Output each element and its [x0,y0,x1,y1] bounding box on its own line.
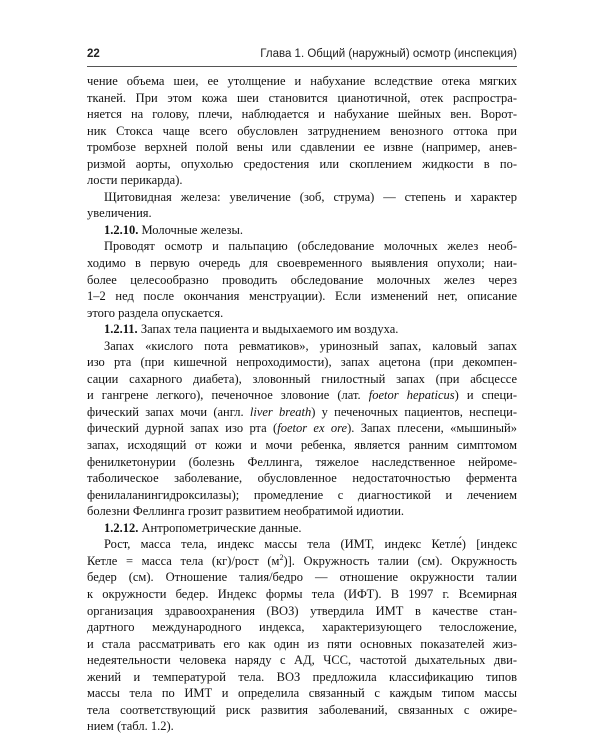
text-line: ник Стокса чаще всего обусловлен затруднением венозного оттока при [87,123,517,138]
text-line: увеличения. [87,206,152,221]
page-header [87,44,517,67]
section-heading [87,520,517,537]
text-line: тела соответствующий риск развития заболеваний, связанных с ожире- [87,702,517,717]
running-head: Глава 1. Общий (наружный) осмотр (инспекция) [260,48,517,60]
section-heading [87,321,517,338]
text-line: болезни Феллинга грозит развитием необратимой идиотии. [87,504,405,519]
text-line: нием (табл. 1.2). [87,719,174,734]
text-line: 1–2 нед после окончания менструации). Если изменений нет, описание [87,289,517,304]
text-line: недеятельности человека наряду с АД, ЧСС, частотой дыхательных дви- [87,653,517,668]
text-line: тромбозе верхней полой вены или сдавлении ее извне (например, анев- [87,140,517,155]
section-number: 1.2.10. [104,222,139,237]
section-number: 1.2.12. [104,520,139,535]
text-line: фенилкетонурии (болезнь Феллинга, тяжелое наследственное нейроме- [87,454,517,469]
latin-term: foetor hepaticus [368,388,455,403]
text-line: тканей. При этом кожа шеи становится цианотичной, отек распростра- [87,90,517,105]
text-line: дартного международного индекса, характеризующего телосложение, [87,620,517,635]
text-line: организация здравоохранения (ВОЗ) утвердила ИМТ в качестве стан- [87,603,517,618]
text-line: и стала рассматривать его как один из пяти основных показателей жиз- [87,636,517,651]
text-line: фический дурной запах изо рта (foetor ex ore). Запах плесени, «мышиный» [87,421,517,436]
text-line: ризмой аорты, опухолью средостения или скоплением жидкости в по- [87,156,517,171]
text-line: более целесообразно проводить обследование молочных желез через [87,272,517,287]
text-line: и гангрене легкого), печеночное зловоние (лат. foetor hepaticus) и специ- [87,388,517,403]
text-line: фический запах мочи (англ. liver breath) у печеночных пациентов, неспеци- [87,404,517,419]
text-line: жений и температурой тела. ВОЗ предложила классификацию типов [87,669,517,684]
text-line: ходимо в первую очередь для своевременного выявления опухоли; наи- [87,256,517,271]
section-title: Запах тела пациента и выдыхаемого им воздуха. [140,322,399,337]
section-heading [87,222,517,239]
section-number: 1.2.11. [104,322,138,337]
superscript: 2 [279,552,284,562]
text-line: к окружности бедер. Индекс формы тела (ИФТ). В 1997 г. Всемирная [87,586,517,601]
text-line: бедер (см). Отношение талия/бедро — отношение окружности талии [87,570,517,585]
latin-term: liver breath [249,404,312,419]
section-title: Антропометрические данные. [141,520,302,535]
text-line: фенилаланингидроксилазы); промедление с диагностикой и лечением [87,487,517,502]
text-line: таболическое заболевание, обусловленное недостаточностью фермента [87,471,517,486]
text-line: Щитовидная железа: увеличение (зоб, струма) — степень и характер [104,189,517,204]
page-number: 22 [87,48,100,60]
text-line: массы тела по ИМТ и определила связанный с каждым типом массы [87,686,517,701]
text-line: этого раздела опускается. [87,305,224,320]
latin-term: foetor ex ore [277,421,348,436]
text-line: няется на голову, плечи, наблюдается и набухание шейных вен. Ворот- [87,107,517,122]
text-line: запах, исходящий от кожи и мочи ребенка, является ранним симптомом [87,438,517,453]
body-text [87,73,517,735]
text-line: Проводят осмотр и пальпацию (обследование молочных желез необ- [104,239,517,254]
section-title: Молочные железы. [141,222,244,237]
text-line: лости перикарда). [87,173,183,188]
text-line: Запах «кислого пота ревматиков», уринозный запах, каловый запах [104,338,517,353]
text-line: Кетле = масса тела (кг)/рост $(м^2)$]. Окружность талии (см). Окружность [87,552,517,568]
text-line: Рост, масса тела, индекс массы тела (ИМТ, индекс Кетле́) [индекс [104,537,517,552]
text-line: сации сахарного диабета), зловонный гнилостный запах (при абсцессе [87,371,517,386]
text-line: изо рта (при кишечной непроходимости), запах ацетона (при декомпен- [87,355,517,370]
text-line: чение объема шеи, ее утолщение и набухание вследствие отека мягких [87,74,517,88]
